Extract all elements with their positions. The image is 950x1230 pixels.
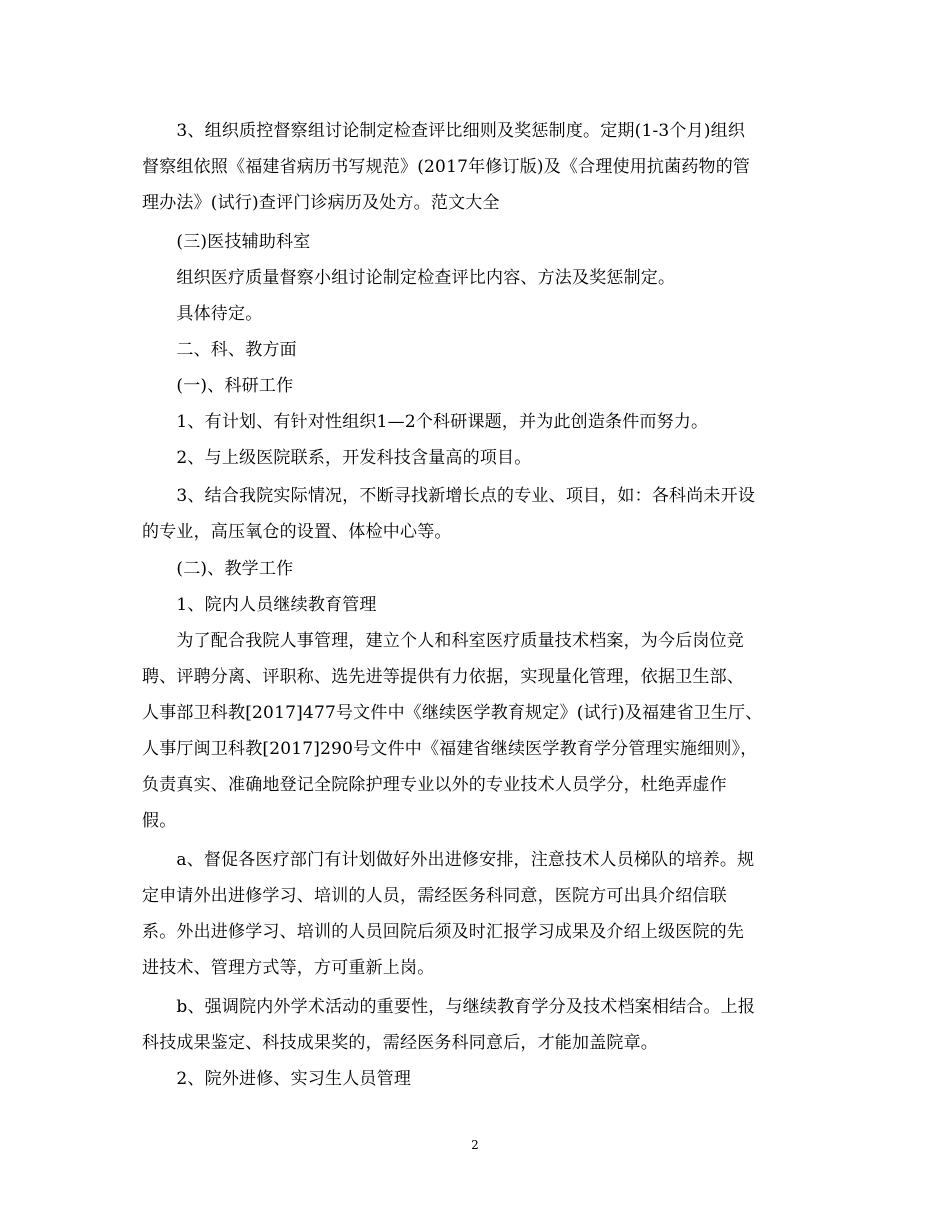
paragraph-line: 进技术、管理方式等，方可重新上岗。 bbox=[142, 958, 435, 978]
paragraph-line: b、强调院内外学术活动的重要性，与继续教育学分及技术档案相结合。上报 bbox=[142, 997, 756, 1017]
section-heading: (一)、科研工作 bbox=[142, 376, 294, 396]
page-number: 2 bbox=[471, 1138, 479, 1152]
paragraph-line: 假。 bbox=[142, 811, 177, 831]
paragraph-line: 负责真实、准确地登记全院除护理专业以外的专业技术人员学分，杜绝弄虚作 bbox=[142, 775, 727, 795]
paragraph-line: a、督促各医疗部门有计划做好外出进修安排，注意技术人员梯队的培养。规 bbox=[142, 850, 755, 870]
paragraph-line: 1、有计划、有针对性组织1—2个科研课题，并为此创造条件而努力。 bbox=[142, 412, 709, 432]
paragraph-line: 的专业，高压氧仓的设置、体检中心等。 bbox=[142, 522, 452, 542]
paragraph-line: 科技成果鉴定、科技成果奖的，需经医务科同意后，才能加盖院章。 bbox=[142, 1033, 658, 1053]
paragraph-line: 3、结合我院实际情况，不断寻找新增长点的专业、项目，如：各科尚未开设 bbox=[142, 486, 756, 506]
paragraph-line: 3、组织质控督察组讨论制定检查评比细则及奖惩制度。定期(1-3个月)组织 bbox=[142, 121, 746, 141]
section-heading: 2、院外进修、实习生人员管理 bbox=[142, 1069, 412, 1089]
paragraph-line: 督察组依照《福建省病历书写规范》(2017年修订版)及《合理使用抗菌药物的管 bbox=[142, 157, 751, 177]
paragraph-line: 为了配合我院人事管理，建立个人和科室医疗质量技术档案，为今后岗位竞 bbox=[142, 631, 744, 651]
section-heading: (二)、教学工作 bbox=[142, 559, 294, 579]
paragraph-line: 聘、评聘分离、评职称、选先进等提供有力依据，实现量化管理，依据卫生部、 bbox=[142, 667, 744, 687]
section-heading: 二、科、教方面 bbox=[142, 340, 297, 360]
paragraph-line: 具体待定。 bbox=[142, 304, 263, 324]
section-heading: 1、院内人员继续教育管理 bbox=[142, 595, 377, 615]
section-heading: (三)医技辅助科室 bbox=[142, 232, 311, 252]
paragraph-line: 理办法》(试行)查评门诊病历及处方。范文大全 bbox=[142, 193, 500, 213]
paragraph-line: 系。外出进修学习、培训的人员回院后须及时汇报学习成果及介绍上级医院的先 bbox=[142, 922, 744, 942]
paragraph-line: 人事厅闽卫科教[2017]290号文件中《福建省继续医学教育学分管理实施细则》， bbox=[142, 739, 758, 759]
paragraph-line: 定申请外出进修学习、培训的人员，需经医务科同意，医院方可出具介绍信联 bbox=[142, 886, 727, 906]
paragraph-line: 人事部卫科教[2017]477号文件中《继续医学教育规定》(试行)及福建省卫生厅、 bbox=[142, 703, 763, 723]
paragraph-line: 2、与上级医院联系，开发科技含量高的项目。 bbox=[142, 448, 532, 468]
paragraph-line: 组织医疗质量督察小组讨论制定检查评比内容、方法及奖惩制定。 bbox=[142, 268, 676, 288]
